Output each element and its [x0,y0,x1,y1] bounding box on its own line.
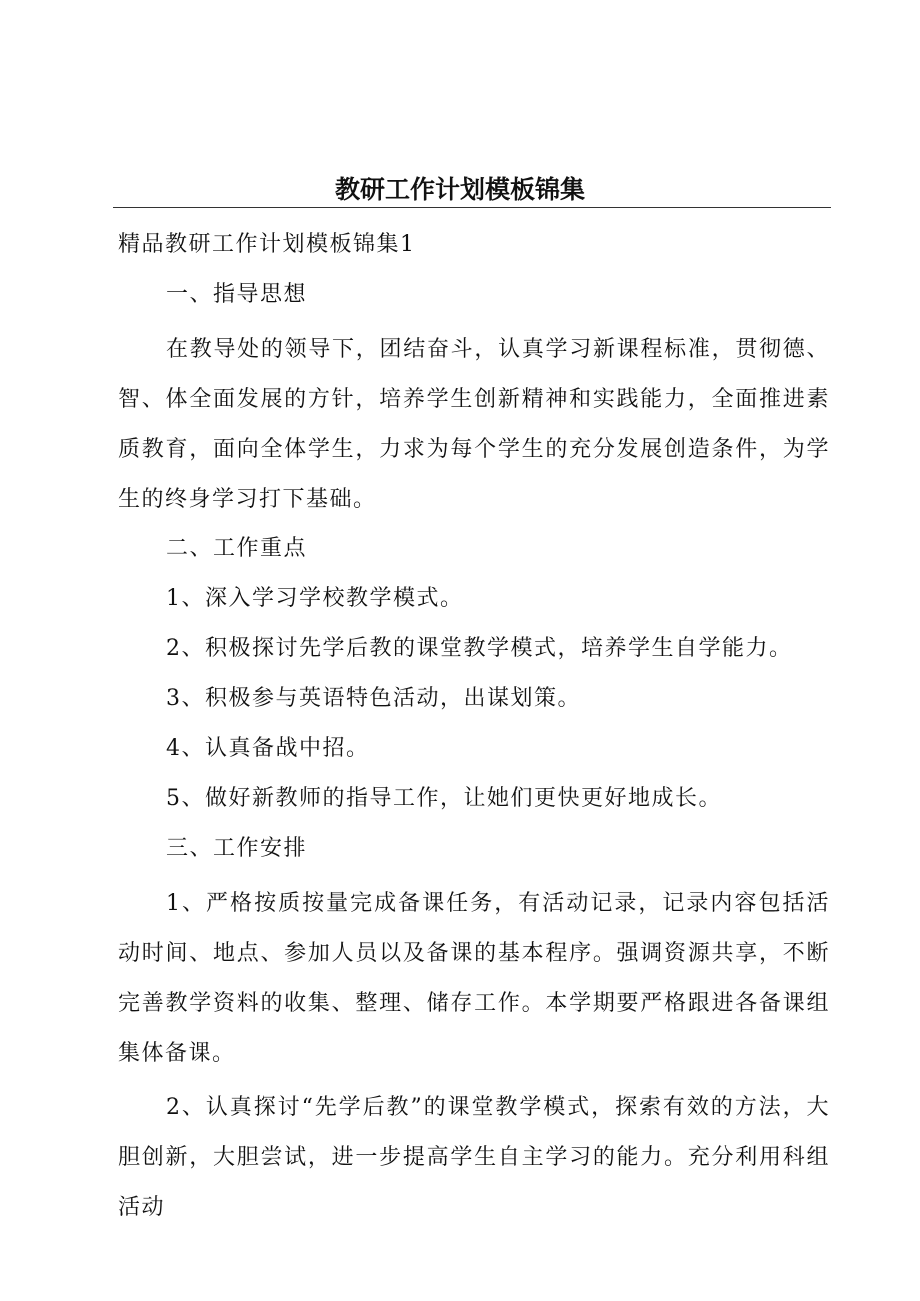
list-item: 4、认真备战中招。 [166,736,370,761]
paragraph-arrangement-1: 1、严格按质按量完成备课任务，有活动记录，记录内容包括活动时间、地点、参加人员以及备课的基本程序。强调资源共享，不断完善教学资料的收集、整理、储存工作。本学期要严格跟进各备课组集体备课。 [118,891,830,1066]
document-title: 教研工作计划模板锦集 [334,175,585,204]
list-item: 5、做好新教师的指导工作，让她们更快更好地成长。 [166,786,722,811]
section-heading-guiding-ideology: 一、指导思想 [166,282,308,307]
paragraph-guiding-ideology: 在教导处的领导下，团结奋斗，认真学习新课程标准，贯彻德、智、体全面发展的方针，培养学生创新精神和实践能力，全面推进素质教育，面向全体学生，力求为每个学生的充分发展创造条件，为学生的终身学习打下基础。 [118,337,830,512]
list-item: 2、积极探讨先学后教的课堂教学模式，培养学生自学能力。 [166,636,793,661]
document-body [118,225,830,1237]
section-heading-work-focus: 二、工作重点 [166,536,308,561]
document-subtitle: 精品教研工作计划模板锦集1 [118,232,416,257]
paragraph-arrangement-2: 2、认真探讨“先学后教”的课堂教学模式，探索有效的方法，大胆创新，大胆尝试，进一步提高学生自主学习的能力。充分利用科组活动 [118,1095,830,1220]
title-divider [113,207,831,208]
section-heading-work-arrangement: 三、工作安排 [166,836,308,861]
list-item: 1、深入学习学校教学模式。 [166,586,464,611]
list-item: 3、积极参与英语特色活动，出谋划策。 [166,686,581,711]
